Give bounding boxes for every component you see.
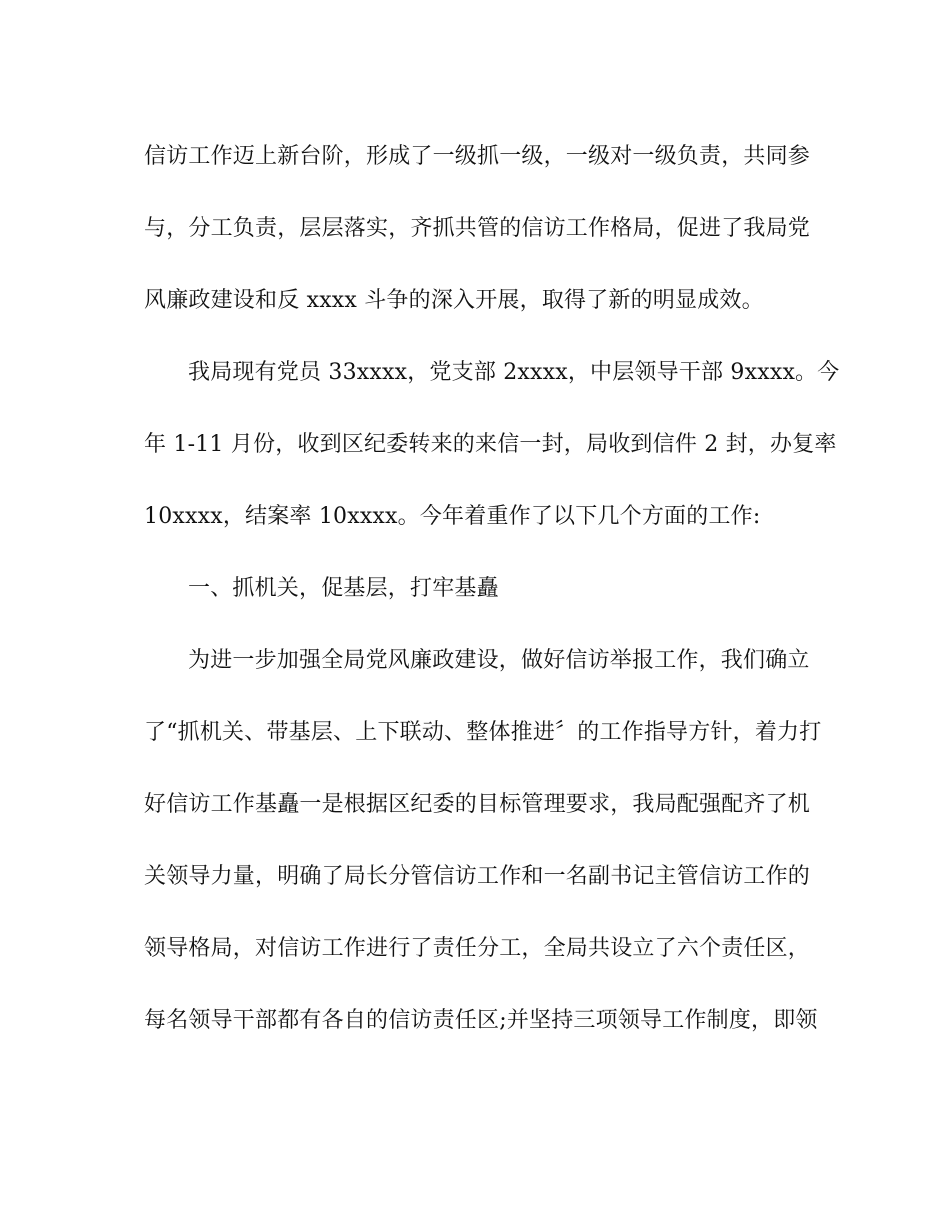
paragraph-line: 风廉政建设和反 xxxx 斗争的深入开展，取得了新的明显成效。	[144, 288, 764, 313]
section-heading: 一、抓机关，促基层，打牢基矗	[188, 576, 499, 601]
paragraph-line: 领导格局，对信访工作进行了责任分工，全局共设立了六个责任区，	[144, 936, 811, 961]
paragraph-line: 好信访工作基矗一是根据区纪委的目标管理要求，我局配强配齐了机	[144, 792, 811, 817]
paragraph-line: 为进一步加强全局党风廉政建设，做好信访举报工作，我们确立	[188, 648, 810, 673]
paragraph-line: 年 1-11 月份，收到区纪委转来的来信一封，局收到信件 2 封，办复率	[144, 432, 837, 457]
paragraph-line: 我局现有党员 33xxxx，党支部 2xxxx，中层领导干部 9xxxx。今	[188, 360, 840, 385]
paragraph-line: 关领导力量，明确了局长分管信访工作和一名副书记主管信访工作的	[144, 864, 811, 889]
paragraph-line: 与，分工负责，层层落实，齐抓共管的信访工作格局，促进了我局党	[144, 216, 811, 241]
paragraph-line: 信访工作迈上新台阶，形成了一级抓一级，一级对一级负责，共同参	[144, 144, 811, 169]
paragraph-line: 10xxxx，结案率 10xxxx。今年着重作了以下几个方面的工作:	[144, 504, 761, 529]
paragraph-line: 每名领导干部都有各自的信访责任区;并坚持三项领导工作制度，即领	[144, 1008, 818, 1033]
paragraph-line: 了“抓机关、带基层、上下联动、整体推进〞的工作指导方针，着力打	[144, 720, 822, 745]
